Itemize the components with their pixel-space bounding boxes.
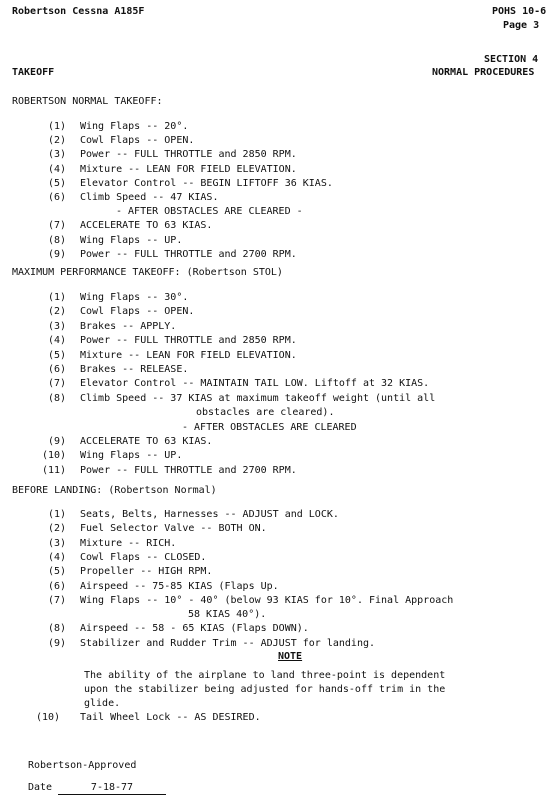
list-item-text: Climb Speed -- 37 KIAS at maximum takeoff weight (until all <box>80 392 436 404</box>
list-item-text: obstacles are cleared). <box>196 407 335 419</box>
list-item-text: Wing Flaps -- 30°. <box>80 292 189 303</box>
list-item-number: (3) <box>48 320 67 332</box>
approval-label: Robertson-Approved <box>28 760 137 771</box>
list-item-number: (3) <box>48 149 67 161</box>
list-item-number: (3) <box>48 537 67 549</box>
note-line: The ability of the airplane to land three-point is dependent <box>84 670 446 681</box>
list-item-number: (7) <box>48 378 67 390</box>
list-item-number: (2) <box>48 523 67 535</box>
list-item-text: Mixture -- RICH. <box>80 537 177 549</box>
approval-date-value: 7-18-77 <box>58 782 166 795</box>
list-item-number: (2) <box>48 306 67 318</box>
list-item-text: Elevator Control -- MAINTAIN TAIL LOW. Liftoff at 32 KIAS. <box>80 378 430 390</box>
list-item-text: Propeller -- HIGH RPM. <box>80 566 213 578</box>
list-item-text: Climb Speed -- 47 KIAS. <box>80 192 219 203</box>
list-item-text: Cowl Flaps -- OPEN. <box>80 306 195 318</box>
note-line: glide. <box>84 698 121 709</box>
list-item-number: (1) <box>48 292 67 303</box>
page-number: Page 3 <box>503 20 540 31</box>
list-item-number: (8) <box>48 623 67 635</box>
list-item-number: (4) <box>48 163 67 175</box>
list-item-text: 58 KIAS 40°). <box>188 609 267 621</box>
note-title: NOTE <box>278 651 303 662</box>
list-item-text: Wing Flaps -- UP. <box>80 450 183 462</box>
list-item-number: (1) <box>48 509 67 520</box>
max-takeoff-heading: MAXIMUM PERFORMANCE TAKEOFF: (Robertson STOL) <box>12 267 283 278</box>
list-item-text: Seats, Belts, Harnesses -- ADJUST and LOCK. <box>80 509 339 520</box>
list-item-text: Power -- FULL THROTTLE and 2850 RPM. <box>80 335 297 347</box>
list-item-text: - AFTER OBSTACLES ARE CLEARED - <box>116 206 303 218</box>
list-item-text: Power -- FULL THROTTLE and 2700 RPM. <box>80 248 297 260</box>
list-item-number: (5) <box>48 349 67 361</box>
list-item-number: (9) <box>48 637 67 649</box>
list-item-text: ACCELERATE TO 63 KIAS. <box>80 220 213 232</box>
list-item-number: (9) <box>48 248 67 260</box>
list-item-text: Power -- FULL THROTTLE and 2850 RPM. <box>80 149 297 161</box>
list-item-number: (5) <box>48 177 67 189</box>
page-title: TAKEOFF <box>12 67 55 78</box>
list-item-text: Stabilizer and Rudder Trim -- ADJUST for landing. <box>80 637 376 649</box>
list-item-text: Brakes -- APPLY. <box>80 320 177 332</box>
list-item-text: - AFTER OBSTACLES ARE CLEARED <box>182 421 357 433</box>
list-item-number: (4) <box>48 551 67 563</box>
list-item-text: Airspeed -- 75-85 KIAS (Flaps Up. <box>80 580 279 592</box>
list-item-text: Power -- FULL THROTTLE and 2700 RPM. <box>80 464 297 476</box>
list-item-text: Tail Wheel Lock -- AS DESIRED. <box>80 712 261 723</box>
approval-date <box>58 782 166 795</box>
list-item-text: Cowl Flaps -- CLOSED. <box>80 551 207 563</box>
section-label: SECTION 4 <box>484 54 539 65</box>
section-title: NORMAL PROCEDURES <box>432 67 535 78</box>
list-item-number: (7) <box>48 594 67 606</box>
list-item-text: Wing Flaps -- 20°. <box>80 121 189 132</box>
note-line: upon the stabilizer being adjusted for hands-off trim in the <box>84 684 446 695</box>
doc-number: POHS 10-6 <box>492 6 547 17</box>
list-item-number: (6) <box>48 192 67 203</box>
list-item-number: (8) <box>48 234 67 246</box>
list-item-text: Cowl Flaps -- OPEN. <box>80 135 195 147</box>
list-item-number: (4) <box>48 335 67 347</box>
before-landing-heading: BEFORE LANDING: (Robertson Normal) <box>12 485 217 496</box>
list-item-text: Wing Flaps -- 10° - 40° (below 93 KIAS for 10°. Final Approach <box>80 594 454 606</box>
list-item-text: Elevator Control -- BEGIN LIFTOFF 36 KIAS. <box>80 177 333 189</box>
doc-header-left: Robertson Cessna A185F <box>12 6 145 17</box>
list-item-text: Mixture -- LEAN FOR FIELD ELEVATION. <box>80 349 297 361</box>
list-item-number: (1) <box>48 121 67 132</box>
list-item-number: (6) <box>48 580 67 592</box>
normal-takeoff-heading: ROBERTSON NORMAL TAKEOFF: <box>12 96 163 107</box>
list-item-text: Airspeed -- 58 - 65 KIAS (Flaps DOWN). <box>80 623 309 635</box>
list-item-number: (6) <box>48 364 67 375</box>
list-item-number: (8) <box>48 392 67 404</box>
list-item-text: Mixture -- LEAN FOR FIELD ELEVATION. <box>80 163 297 175</box>
list-item-number: (10) <box>36 712 61 723</box>
list-item-text: Wing Flaps -- UP. <box>80 234 183 246</box>
list-item-number: (9) <box>48 436 67 447</box>
list-item-number: (10) <box>42 450 67 462</box>
list-item-number: (11) <box>42 464 67 476</box>
list-item-text: ACCELERATE TO 63 KIAS. <box>80 436 213 447</box>
date-label: Date <box>28 782 53 793</box>
list-item-number: (2) <box>48 135 67 147</box>
list-item-text: Fuel Selector Valve -- BOTH ON. <box>80 523 267 535</box>
list-item-text: Brakes -- RELEASE. <box>80 364 189 375</box>
list-item-number: (5) <box>48 566 67 578</box>
list-item-number: (7) <box>48 220 67 232</box>
